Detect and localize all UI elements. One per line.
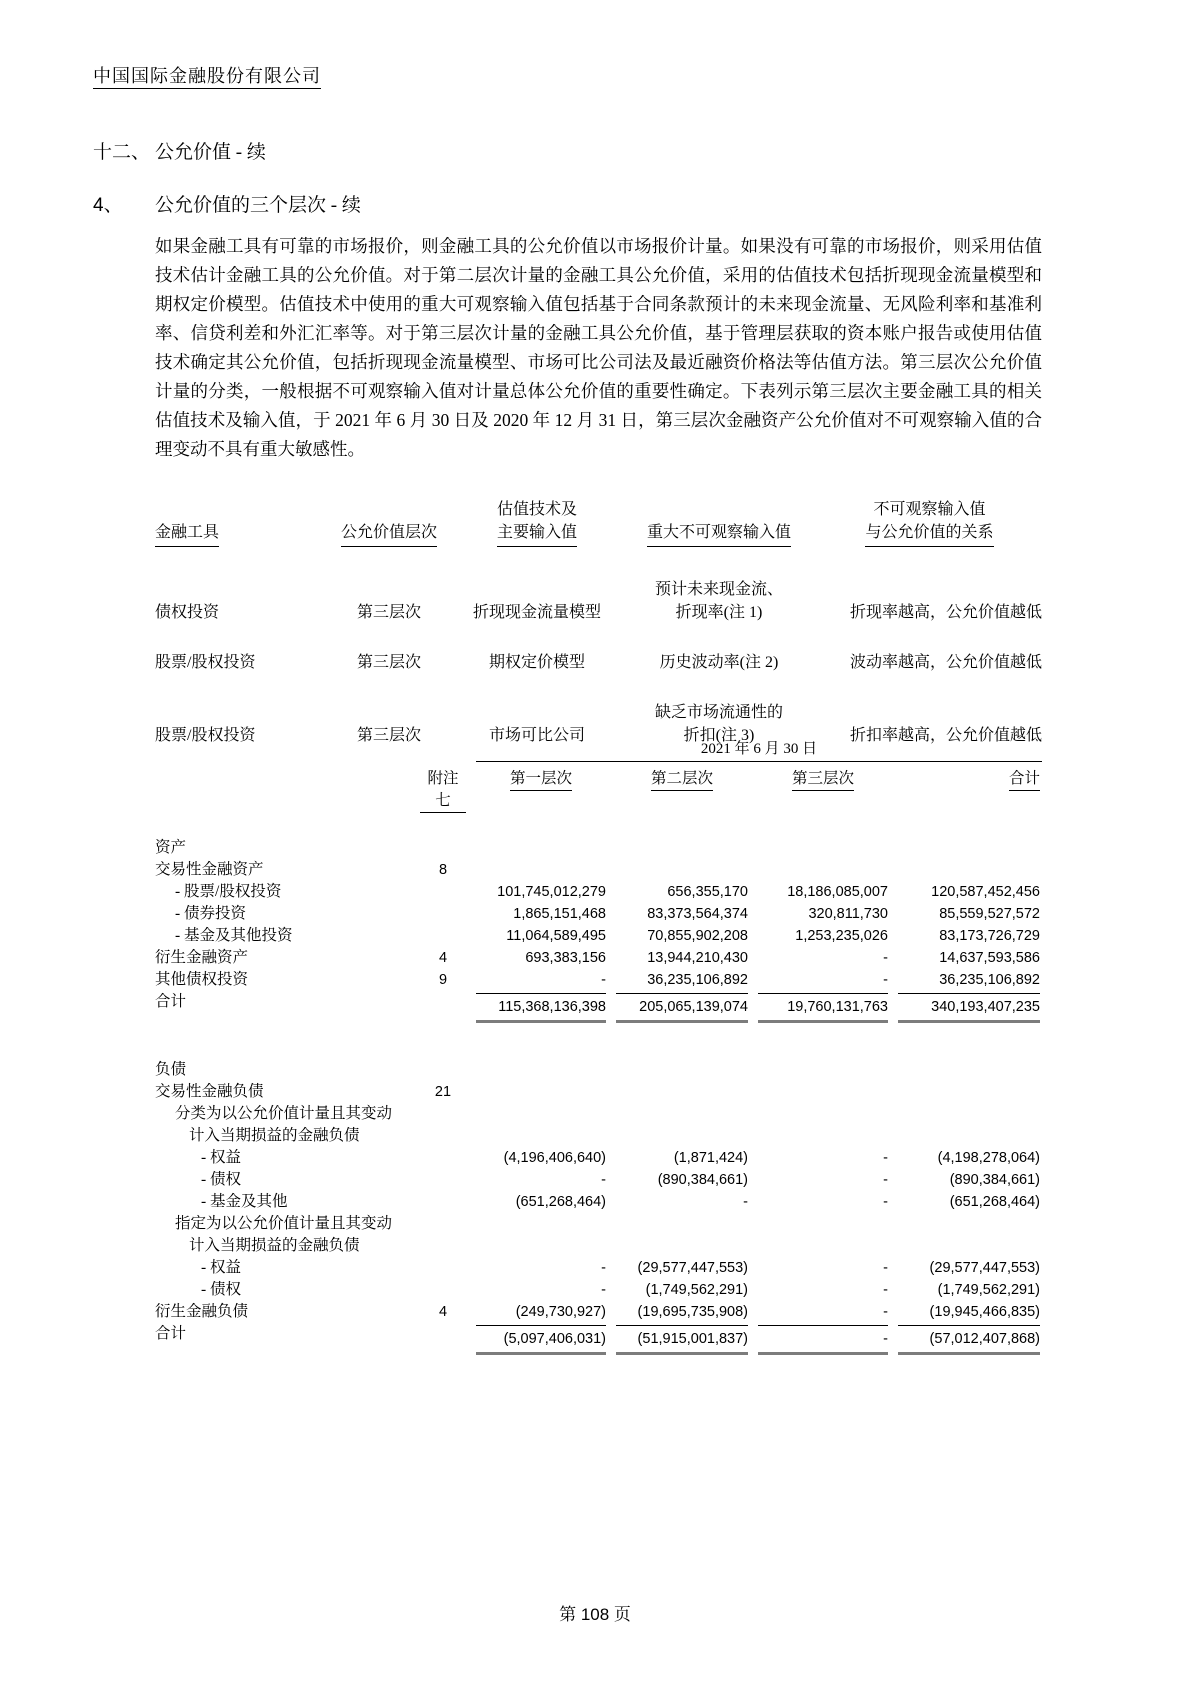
fv-row bbox=[155, 1213, 1042, 1235]
valuation-cell: 第三层次 bbox=[356, 604, 421, 621]
row-note bbox=[420, 881, 466, 903]
cell-level1: (651,268,464) bbox=[515, 1194, 606, 1210]
cell-level1: 1,865,151,468 bbox=[513, 906, 606, 922]
cell-level2: (1,871,424) bbox=[673, 1150, 748, 1166]
valuation-cell: 折扣率越高，公允价值越低 bbox=[849, 727, 1042, 744]
valuation-header-cell: 重大不可观察输入值 bbox=[621, 521, 817, 547]
cell-level3 bbox=[758, 1213, 888, 1235]
cell-level3: - bbox=[883, 1304, 888, 1320]
cell-level2: (19,695,735,908) bbox=[637, 1304, 748, 1320]
row-label: - 权益 bbox=[201, 1259, 242, 1276]
cell-level2: (51,915,001,837) bbox=[616, 1325, 748, 1355]
cell-level2: (29,577,447,553) bbox=[637, 1260, 748, 1276]
cell-level2: - bbox=[743, 1194, 748, 1210]
cell-total bbox=[898, 1125, 1040, 1147]
fv-row bbox=[155, 1169, 1042, 1191]
row-note bbox=[420, 1103, 466, 1125]
fv-row bbox=[155, 925, 1042, 947]
valuation-cell: 历史波动率(注 2) bbox=[659, 654, 779, 671]
footer-page-number: 第 108 页 bbox=[559, 1605, 631, 1624]
cell-level1 bbox=[476, 1125, 606, 1147]
row-note bbox=[420, 1323, 466, 1355]
cell-level2 bbox=[616, 859, 748, 881]
row-label: - 权益 bbox=[201, 1149, 242, 1166]
row-note bbox=[420, 991, 466, 1023]
cell-level1 bbox=[476, 1103, 606, 1125]
fv-row bbox=[155, 969, 1042, 991]
date-header: 2021 年 6 月 30 日 bbox=[476, 737, 1042, 762]
cell-level2: (890,384,661) bbox=[657, 1172, 748, 1188]
cell-total: 120,587,452,456 bbox=[931, 884, 1040, 900]
cell-level1 bbox=[476, 1235, 606, 1257]
cell-level3 bbox=[758, 1081, 888, 1103]
fv-row bbox=[155, 1301, 1042, 1323]
cell-level1 bbox=[476, 1059, 606, 1081]
cell-level3 bbox=[758, 1235, 888, 1257]
valuation-header-cell: 估值技术及 主要输入值 bbox=[453, 498, 621, 547]
cell-total: 340,193,407,235 bbox=[898, 993, 1040, 1023]
cell-level1: (4,196,406,640) bbox=[503, 1150, 606, 1166]
row-note bbox=[420, 1059, 466, 1081]
cell-level1: - bbox=[601, 1260, 606, 1276]
valuation-cell: 股票/股权投资 bbox=[155, 727, 256, 744]
row-note: 9 bbox=[438, 972, 448, 988]
cell-total: 83,173,726,729 bbox=[939, 928, 1040, 944]
cell-level2: 656,355,170 bbox=[667, 884, 748, 900]
col-header-total: 合计 bbox=[898, 766, 1040, 813]
cell-level1: - bbox=[601, 1172, 606, 1188]
row-label: 合计 bbox=[155, 993, 187, 1010]
fv-table-header bbox=[155, 766, 1042, 813]
row-note bbox=[420, 1191, 466, 1213]
cell-total: (4,198,278,064) bbox=[937, 1150, 1040, 1166]
valuation-cell: 波动率越高，公允价值越低 bbox=[849, 654, 1042, 671]
row-note bbox=[420, 1235, 466, 1257]
cell-level2: 70,855,902,208 bbox=[647, 928, 748, 944]
cell-level2 bbox=[616, 1213, 748, 1235]
valuation-cell: 缺乏市场流通性的 折扣(注 3) bbox=[654, 704, 783, 744]
cell-level1: (249,730,927) bbox=[515, 1304, 606, 1320]
cell-level2: (1,749,562,291) bbox=[645, 1282, 748, 1298]
cell-level1: - bbox=[601, 1282, 606, 1298]
cell-level2 bbox=[616, 1059, 748, 1081]
cell-level3: - bbox=[883, 1172, 888, 1188]
row-note: 21 bbox=[434, 1084, 452, 1100]
fv-row bbox=[155, 1191, 1042, 1213]
row-note bbox=[420, 1169, 466, 1191]
fv-row bbox=[155, 903, 1042, 925]
section-number: 十二、 bbox=[93, 142, 151, 163]
cell-level1: 11,064,589,495 bbox=[506, 928, 606, 944]
cell-total: 85,559,527,572 bbox=[939, 906, 1040, 922]
row-label: 计入当期损益的金融负债 bbox=[189, 1127, 360, 1144]
cell-total: (890,384,661) bbox=[949, 1172, 1040, 1188]
row-label: 指定为以公允价值计量且其变动 bbox=[175, 1215, 393, 1232]
row-label: - 债券投资 bbox=[175, 905, 247, 922]
col-header-level2: 第二层次 bbox=[616, 766, 748, 813]
cell-level1: - bbox=[601, 972, 606, 988]
cell-level1: 693,383,156 bbox=[525, 950, 606, 966]
valuation-header-cell: 金融工具 bbox=[155, 521, 325, 547]
cell-level3 bbox=[758, 1059, 888, 1081]
cell-level1 bbox=[476, 1081, 606, 1103]
row-label: 资产 bbox=[155, 839, 187, 856]
cell-level2: 36,235,106,892 bbox=[647, 972, 748, 988]
cell-level2 bbox=[616, 1081, 748, 1103]
valuation-cell: 预计未来现金流、 折现率(注 1) bbox=[654, 581, 783, 621]
valuation-header-cell: 不可观察输入值 与公允价值的关系 bbox=[817, 498, 1042, 547]
cell-total bbox=[898, 859, 1040, 881]
cell-total bbox=[898, 1213, 1040, 1235]
cell-level2: 205,065,139,074 bbox=[616, 993, 748, 1023]
cell-level3 bbox=[758, 837, 888, 859]
cell-total: 14,637,593,586 bbox=[939, 950, 1040, 966]
row-note bbox=[420, 1125, 466, 1147]
fv-row bbox=[155, 881, 1042, 903]
cell-level2 bbox=[616, 1125, 748, 1147]
valuation-row bbox=[155, 651, 1042, 674]
cell-level3: - bbox=[883, 950, 888, 966]
valuation-cell: 第三层次 bbox=[356, 654, 421, 671]
cell-level3: 19,760,131,763 bbox=[758, 993, 888, 1023]
cell-level3: - bbox=[883, 1194, 888, 1210]
fair-value-table bbox=[155, 737, 1042, 1355]
valuation-table-body bbox=[155, 578, 1042, 747]
row-label: 负债 bbox=[155, 1061, 187, 1078]
cell-total bbox=[898, 1103, 1040, 1125]
row-label: 交易性金融资产 bbox=[155, 861, 264, 878]
fv-row bbox=[155, 947, 1042, 969]
cell-level1: 115,368,136,398 bbox=[476, 993, 606, 1023]
company-name: 中国国际金融股份有限公司 bbox=[93, 62, 321, 88]
row-label: 计入当期损益的金融负债 bbox=[189, 1237, 360, 1254]
fv-row bbox=[155, 859, 1042, 881]
fv-row bbox=[155, 1279, 1042, 1301]
cell-level3 bbox=[758, 859, 888, 881]
row-label: 衍生金融资产 bbox=[155, 949, 249, 966]
valuation-cell: 折现现金流量模型 bbox=[472, 604, 601, 621]
cell-total bbox=[898, 1235, 1040, 1257]
cell-level1: 101,745,012,279 bbox=[497, 884, 606, 900]
cell-total: (29,577,447,553) bbox=[929, 1260, 1040, 1276]
row-label: - 基金及其他 bbox=[201, 1193, 288, 1210]
row-label: 分类为以公允价值计量且其变动 bbox=[175, 1105, 393, 1122]
row-note: 4 bbox=[438, 1304, 448, 1320]
cell-level3: - bbox=[883, 1150, 888, 1166]
row-note bbox=[420, 837, 466, 859]
valuation-table bbox=[155, 498, 1042, 747]
row-label: - 股票/股权投资 bbox=[175, 883, 282, 900]
subsection-heading bbox=[93, 190, 361, 217]
fv-row bbox=[155, 1125, 1042, 1147]
cell-level1 bbox=[476, 859, 606, 881]
row-note bbox=[420, 1257, 466, 1279]
cell-level2: 13,944,210,430 bbox=[647, 950, 748, 966]
cell-level2 bbox=[616, 1235, 748, 1257]
fv-row bbox=[155, 1059, 1042, 1081]
row-label: - 债权 bbox=[201, 1171, 242, 1188]
row-label: - 债权 bbox=[201, 1281, 242, 1298]
subsection-title: 公允价值的三个层次 - 续 bbox=[155, 195, 361, 216]
valuation-cell: 折现率越高，公允价值越低 bbox=[849, 604, 1042, 621]
cell-total bbox=[898, 837, 1040, 859]
cell-level3: 320,811,730 bbox=[808, 906, 888, 922]
cell-level3 bbox=[758, 1125, 888, 1147]
cell-level3: 1,253,235,026 bbox=[795, 928, 888, 944]
cell-level3: - bbox=[758, 1325, 888, 1355]
cell-level1 bbox=[476, 1213, 606, 1235]
valuation-cell: 股票/股权投资 bbox=[155, 654, 256, 671]
section-heading bbox=[93, 137, 266, 164]
subsection-number: 4、 bbox=[93, 195, 123, 216]
cell-total bbox=[898, 1081, 1040, 1103]
cell-level2 bbox=[616, 1103, 748, 1125]
col-header-level3: 第三层次 bbox=[758, 766, 888, 813]
cell-total bbox=[898, 1059, 1040, 1081]
fv-row bbox=[155, 1235, 1042, 1257]
valuation-table-header bbox=[155, 498, 1042, 547]
fv-row bbox=[155, 1103, 1042, 1125]
header-spacer bbox=[155, 766, 410, 813]
cell-level2: 83,373,564,374 bbox=[647, 906, 748, 922]
row-label: - 基金及其他投资 bbox=[175, 927, 293, 944]
row-note bbox=[420, 1279, 466, 1301]
row-note: 8 bbox=[438, 862, 448, 878]
cell-level1 bbox=[476, 837, 606, 859]
row-note bbox=[420, 903, 466, 925]
cell-level2 bbox=[616, 837, 748, 859]
valuation-cell: 第三层次 bbox=[356, 727, 421, 744]
fv-table-body bbox=[155, 837, 1042, 1355]
valuation-row bbox=[155, 578, 1042, 624]
body-paragraph: 如果金融工具有可靠的市场报价，则金融工具的公允价值以市场报价计量。如果没有可靠的市场报价，则采用估值技术估计金融工具的公允价值。对于第二层次计量的金融工具公允价值，采用的估值技术包括折现现金流量模型和期权定价模型。估值技术中使用的重大可观察输入值包括基于合同条款预计的未来现金流量、无风险利率和基准利率、信贷利差和外汇汇率等。对于第三层次计量的金融工具公允价值，基于管理层获取的资本账户报告或使用估值技术确定其公允价值，包括折现现金流量模型、市场可比公司法及最近融资价格法等估值方法。第三层次公允价值计量的分类，一般根据不可观察输入值对计量总体公允价值的重要性确定。下表列示第三层次主要金融工具的相关估值技术及输入值，于 2021 年 6 月 30 日及 2020 年 12 月 31 日，第三层次金融资产公允价值对不可观察输入值的合理变动不具有重大敏感性。 bbox=[155, 236, 1042, 459]
cell-total: (1,749,562,291) bbox=[937, 1282, 1040, 1298]
fv-row bbox=[155, 837, 1042, 859]
cell-level3 bbox=[758, 1103, 888, 1125]
cell-level3: - bbox=[883, 1260, 888, 1276]
cell-total: (57,012,407,868) bbox=[898, 1325, 1040, 1355]
cell-total: (651,268,464) bbox=[949, 1194, 1040, 1210]
cell-level3: 18,186,085,007 bbox=[787, 884, 888, 900]
row-note bbox=[420, 1213, 466, 1235]
row-label: 合计 bbox=[155, 1325, 187, 1342]
fv-row bbox=[155, 991, 1042, 1023]
row-note bbox=[420, 1147, 466, 1169]
cell-total: (19,945,466,835) bbox=[929, 1304, 1040, 1320]
fv-row bbox=[155, 1257, 1042, 1279]
valuation-header-cell: 公允价值层次 bbox=[325, 521, 453, 547]
cell-level1: (5,097,406,031) bbox=[476, 1325, 606, 1355]
section-title: 公允价值 - 续 bbox=[155, 142, 266, 163]
valuation-cell: 市场可比公司 bbox=[488, 727, 585, 744]
row-label: 其他债权投资 bbox=[155, 971, 249, 988]
fv-row bbox=[155, 1081, 1042, 1103]
col-header-note: 附注七 bbox=[420, 766, 466, 813]
fv-row bbox=[155, 1323, 1042, 1355]
cell-total: 36,235,106,892 bbox=[939, 972, 1040, 988]
col-header-level1: 第一层次 bbox=[476, 766, 606, 813]
row-note bbox=[420, 925, 466, 947]
row-label: 衍生金融负债 bbox=[155, 1303, 249, 1320]
fv-row bbox=[155, 1147, 1042, 1169]
valuation-cell: 期权定价模型 bbox=[488, 654, 585, 671]
cell-level3: - bbox=[883, 972, 888, 988]
valuation-cell: 债权投资 bbox=[155, 604, 220, 621]
cell-level3: - bbox=[883, 1282, 888, 1298]
row-label: 交易性金融负债 bbox=[155, 1083, 264, 1100]
row-note: 4 bbox=[438, 950, 448, 966]
